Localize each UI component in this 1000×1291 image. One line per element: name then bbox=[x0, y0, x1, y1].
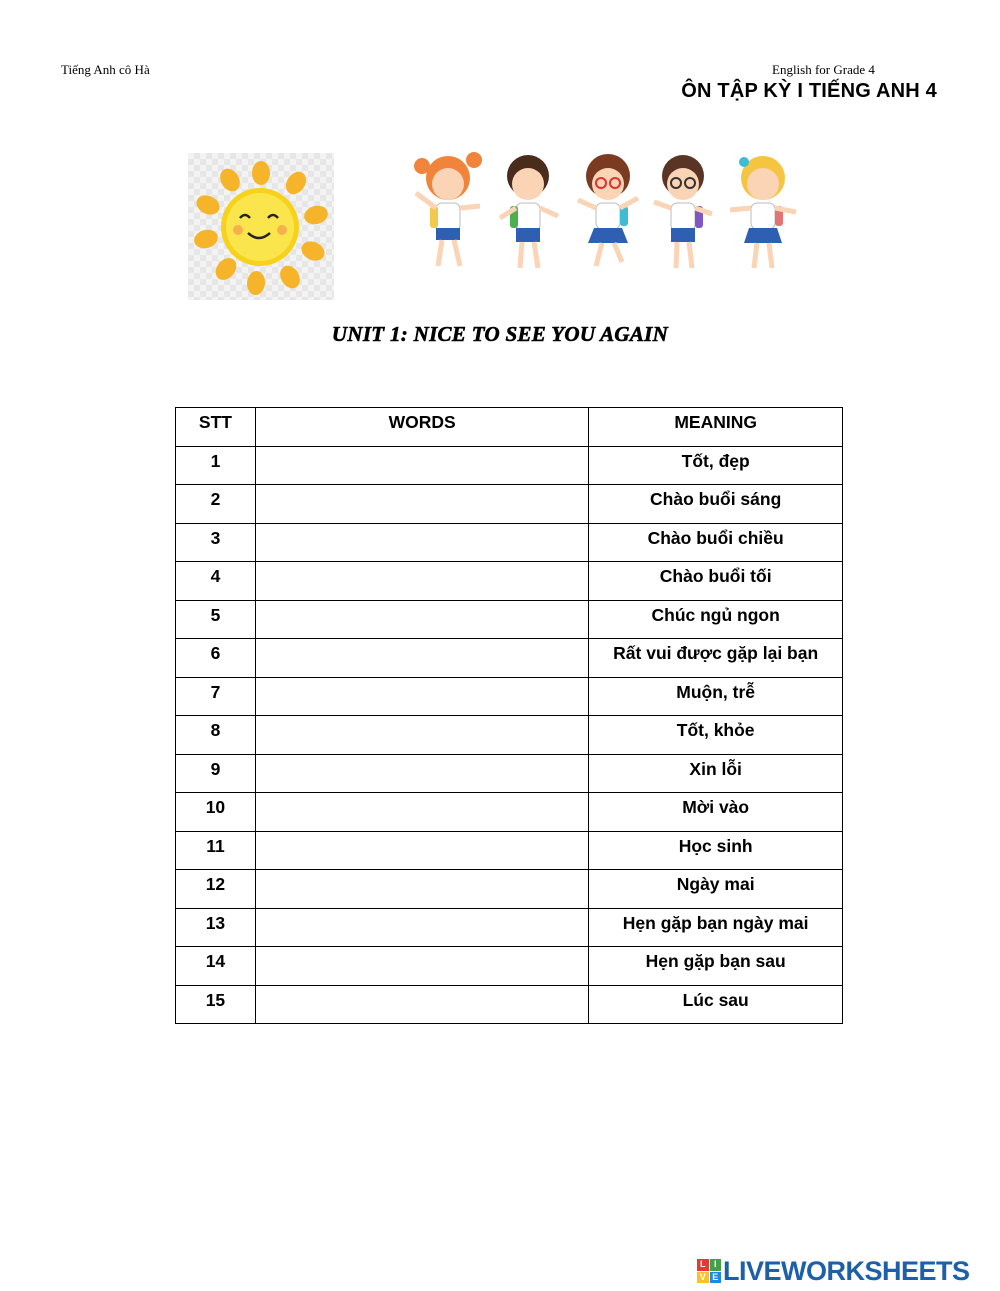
cell-words-input[interactable] bbox=[255, 908, 588, 947]
cell-stt: 15 bbox=[176, 985, 256, 1024]
table-row bbox=[176, 870, 843, 909]
cell-meaning: Chào buổi chiều bbox=[589, 523, 843, 562]
cell-stt: 7 bbox=[176, 677, 256, 716]
cell-meaning: Tốt, khỏe bbox=[589, 716, 843, 755]
cell-meaning: Lúc sau bbox=[589, 985, 843, 1024]
page-title: ÔN TẬP KỲ I TIẾNG ANH 4 bbox=[681, 80, 937, 102]
cell-words-input[interactable] bbox=[255, 870, 588, 909]
header-course: English for Grade 4 bbox=[772, 62, 875, 77]
kid-2-icon bbox=[500, 155, 558, 268]
table-row bbox=[176, 908, 843, 947]
cell-stt: 4 bbox=[176, 562, 256, 601]
logo-squares-icon: L I V E bbox=[697, 1259, 721, 1283]
cell-stt: 14 bbox=[176, 947, 256, 986]
kid-5-icon bbox=[730, 156, 796, 268]
cell-words-input[interactable] bbox=[255, 947, 588, 986]
cell-stt: 11 bbox=[176, 831, 256, 870]
cell-meaning: Ngày mai bbox=[589, 870, 843, 909]
cell-stt: 5 bbox=[176, 600, 256, 639]
header-stt: STT bbox=[176, 408, 256, 447]
header-words: WORDS bbox=[255, 408, 588, 447]
table-row bbox=[176, 485, 843, 524]
cell-words-input[interactable] bbox=[255, 793, 588, 832]
vocabulary-table bbox=[175, 407, 843, 1024]
cell-words-input[interactable] bbox=[255, 562, 588, 601]
cell-stt: 3 bbox=[176, 523, 256, 562]
cell-words-input[interactable] bbox=[255, 446, 588, 485]
liveworksheets-logo bbox=[697, 1253, 970, 1289]
kid-3-icon bbox=[578, 154, 638, 266]
cell-meaning: Xin lỗi bbox=[589, 754, 843, 793]
cell-words-input[interactable] bbox=[255, 985, 588, 1024]
cell-stt: 2 bbox=[176, 485, 256, 524]
table-row bbox=[176, 793, 843, 832]
cell-meaning: Tốt, đẹp bbox=[589, 446, 843, 485]
cell-meaning: Chúc ngủ ngon bbox=[589, 600, 843, 639]
cell-words-input[interactable] bbox=[255, 639, 588, 678]
cell-words-input[interactable] bbox=[255, 600, 588, 639]
cell-meaning: Chào buổi tối bbox=[589, 562, 843, 601]
cell-words-input[interactable] bbox=[255, 485, 588, 524]
children-illustration bbox=[408, 148, 808, 278]
cell-words-input[interactable] bbox=[255, 754, 588, 793]
unit-title: UNIT 1: NICE TO SEE YOU AGAIN bbox=[331, 322, 669, 346]
table-row bbox=[176, 523, 843, 562]
table-row bbox=[176, 716, 843, 755]
cell-meaning: Chào buổi sáng bbox=[589, 485, 843, 524]
cell-stt: 12 bbox=[176, 870, 256, 909]
cell-stt: 10 bbox=[176, 793, 256, 832]
cell-words-input[interactable] bbox=[255, 677, 588, 716]
header-meaning: MEANING bbox=[589, 408, 843, 447]
cell-meaning: Muộn, trễ bbox=[589, 677, 843, 716]
table-row bbox=[176, 639, 843, 678]
table-row bbox=[176, 446, 843, 485]
header-author: Tiếng Anh cô Hà bbox=[61, 62, 150, 77]
table-row bbox=[176, 677, 843, 716]
table-row bbox=[176, 754, 843, 793]
cell-stt: 1 bbox=[176, 446, 256, 485]
kid-1-icon bbox=[414, 152, 482, 266]
logo-text: LIVEWORKSHEETS bbox=[723, 1255, 970, 1286]
table-row bbox=[176, 831, 843, 870]
cell-meaning: Rất vui được gặp lại bạn bbox=[589, 639, 843, 678]
cell-words-input[interactable] bbox=[255, 523, 588, 562]
table-row bbox=[176, 600, 843, 639]
cell-stt: 8 bbox=[176, 716, 256, 755]
table-header-row bbox=[176, 408, 843, 447]
cell-words-input[interactable] bbox=[255, 716, 588, 755]
cell-meaning: Mời vào bbox=[589, 793, 843, 832]
cell-stt: 6 bbox=[176, 639, 256, 678]
cell-stt: 13 bbox=[176, 908, 256, 947]
cell-meaning: Hẹn gặp bạn sau bbox=[589, 947, 843, 986]
kid-4-icon bbox=[654, 155, 712, 268]
cell-meaning: Học sinh bbox=[589, 831, 843, 870]
table-row bbox=[176, 562, 843, 601]
table-row bbox=[176, 985, 843, 1024]
cell-stt: 9 bbox=[176, 754, 256, 793]
table-row bbox=[176, 947, 843, 986]
cell-meaning: Hẹn gặp bạn ngày mai bbox=[589, 908, 843, 947]
cell-words-input[interactable] bbox=[255, 831, 588, 870]
sun-illustration bbox=[188, 153, 334, 300]
